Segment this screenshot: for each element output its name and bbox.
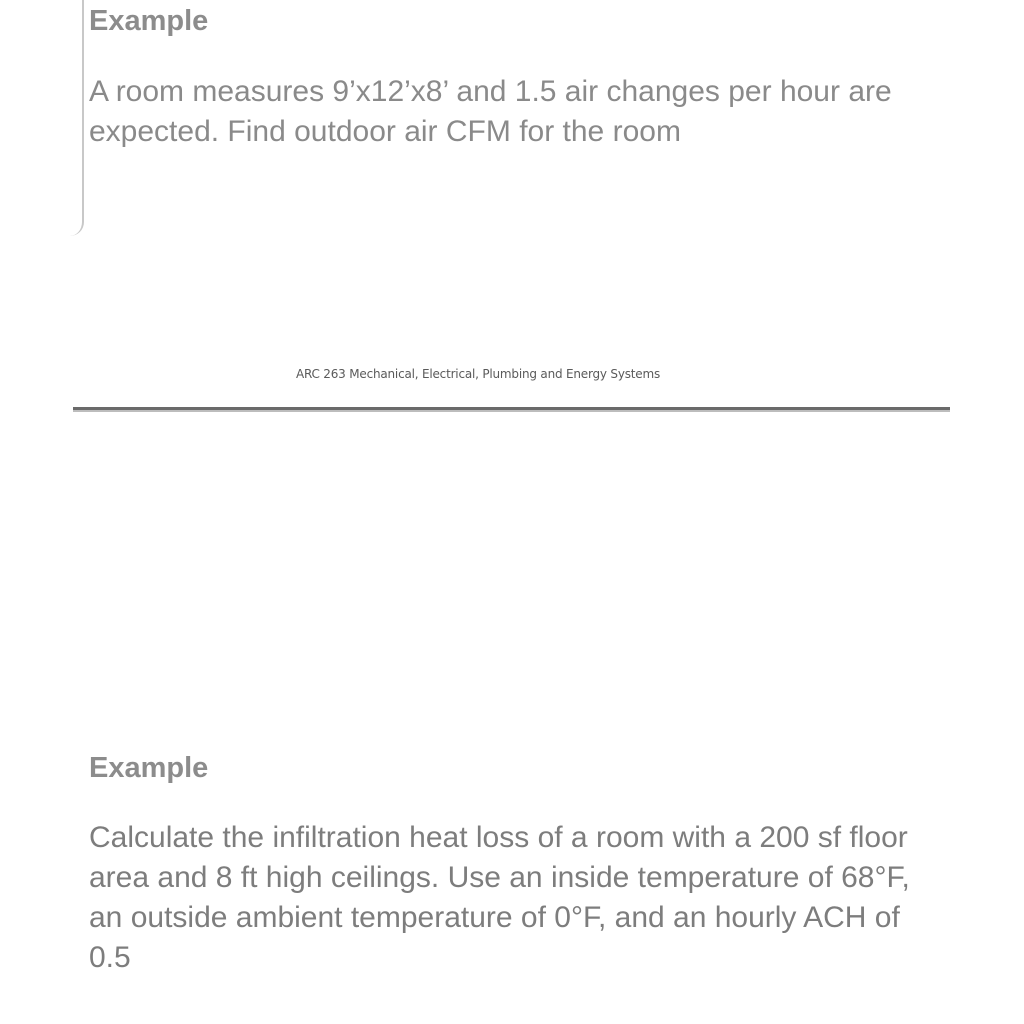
slide2-body: Calculate the infiltration heat loss of a room with a 200 sf floor area and 8 ft high ceilings. Use an inside temperature of 68°F, an outside ambient temperature of 0°F, and an hourly ACH of 0.5 [89, 821, 910, 974]
slide1-footer: ARC 263 Mechanical, Electrical, Plumbing and Energy Systems [295, 367, 661, 381]
slide2-heading: Example [89, 752, 209, 784]
slide-frame-edge [0, 0, 84, 236]
slide1-heading: Example [89, 5, 209, 37]
page-divider [73, 407, 950, 412]
slide1-body: A room measures 9’x12’x8’ and 1.5 air changes per hour are expected. Find outdoor air CFM for the room [89, 75, 892, 148]
